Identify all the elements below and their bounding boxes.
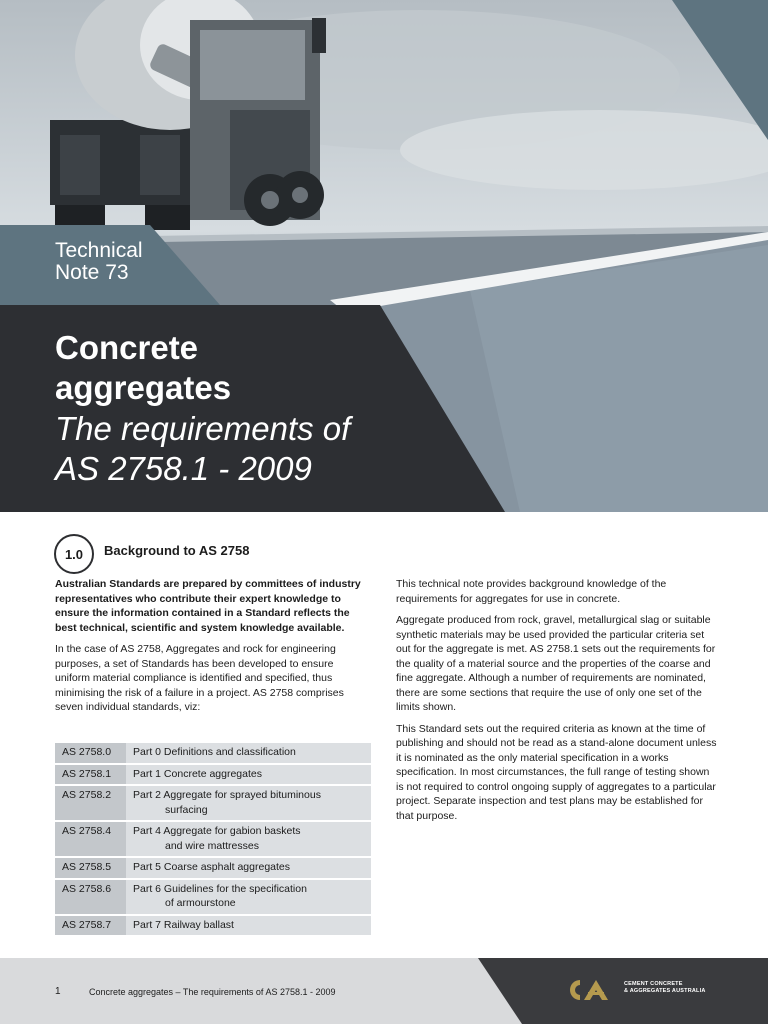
- table-row: [55, 765, 371, 787]
- table-row: [55, 880, 371, 916]
- section-title: Background to AS 2758: [104, 543, 250, 558]
- section-number-badge: [54, 534, 94, 574]
- right-paragraph-1: This technical note provides background knowledge of the requirements for aggregates for use in concrete.: [396, 578, 667, 605]
- standard-description: Part 6 Guidelines for the specification of armourstone: [126, 880, 371, 916]
- standard-description: Part 0 Definitions and classification: [126, 743, 371, 765]
- as2758-paragraph: In the case of AS 2758, Aggregates and rock for engineering purposes, a set of Standards has been developed to ensure uniform material compliance is identified and specified, thus minimising the risk of a failure in a project. AS 2758 comprises seven individual standards, viz:: [55, 643, 344, 713]
- right-paragraph-2: Aggregate produced from rock, gravel, metallurgical slag or suitable synthetic materials may be used provided the particular criteria set out for the aggregate is met. AS 2758.1 sets out the requirements for the quality of a material source and the properties of the coarse and fine aggregate. Although a number of requirements are nominated, there are some sections that require the use of only one set of the limits shown.: [396, 614, 716, 713]
- standard-description: Part 4 Aggregate for gabion baskets and wire mattresses: [126, 822, 371, 858]
- standard-description: Part 5 Coarse asphalt aggregates: [126, 858, 371, 880]
- truck-illustration: [50, 0, 326, 230]
- technical-note-line1: Technical: [55, 239, 143, 262]
- document-subtitle-line2: AS 2758.1 - 2009: [55, 450, 312, 487]
- standard-description: Part 2 Aggregate for sprayed bituminous surfacing: [126, 786, 371, 822]
- table-row: [55, 822, 371, 858]
- left-column: [55, 577, 365, 722]
- intro-paragraph: Australian Standards are prepared by committees of industry representatives who contribute their expert knowledge to ensure the information contained in a Standard reflects the best technical, scientific and system knowledge available.: [55, 578, 361, 634]
- standard-code: AS 2758.7: [55, 916, 126, 938]
- page-footer: [0, 958, 768, 1024]
- cca-logo-icon: [566, 977, 622, 1003]
- document-title-line2: aggregates: [55, 369, 232, 406]
- page-number: 1: [55, 986, 61, 997]
- right-paragraph-3: This Standard sets out the required criteria as known at the time of publishing and should not be read as a stand-alone document unless it is nominated as the only material specification in a works specification. In most circumstances, the full range of testing shown is not required to control ongoing supply of aggregates to a particular project. Separate inspection and test plans may be established for that purpose.: [396, 722, 717, 822]
- table-row: [55, 743, 371, 765]
- document-title-line1: Concrete: [55, 329, 199, 366]
- standard-code: AS 2758.4: [55, 822, 126, 858]
- standard-code: AS 2758.6: [55, 880, 126, 916]
- technical-note-label: [55, 240, 143, 284]
- section-number: 1.0: [64, 546, 84, 562]
- technical-note-line2: Note 73: [55, 261, 129, 284]
- standard-code: AS 2758.2: [55, 786, 126, 822]
- right-column: [396, 577, 718, 830]
- standard-description: Part 7 Railway ballast: [126, 916, 371, 938]
- table-row: [55, 858, 371, 880]
- document-subtitle-line1: The requirements of: [55, 410, 351, 447]
- standard-description: Part 1 Concrete aggregates: [126, 765, 371, 787]
- footer-document-title: Concrete aggregates – The requirements of AS 2758.1 - 2009: [89, 987, 336, 997]
- cca-logo: [566, 977, 718, 1003]
- logo-wordmark: CEMENT CONCRETE & AGGREGATES AUSTRALIA: [624, 981, 706, 994]
- standard-code: AS 2758.0: [55, 743, 126, 765]
- standards-table: [55, 743, 371, 937]
- standard-code: AS 2758.5: [55, 858, 126, 880]
- standard-code: AS 2758.1: [55, 765, 126, 787]
- table-row: [55, 786, 371, 822]
- table-row: [55, 916, 371, 938]
